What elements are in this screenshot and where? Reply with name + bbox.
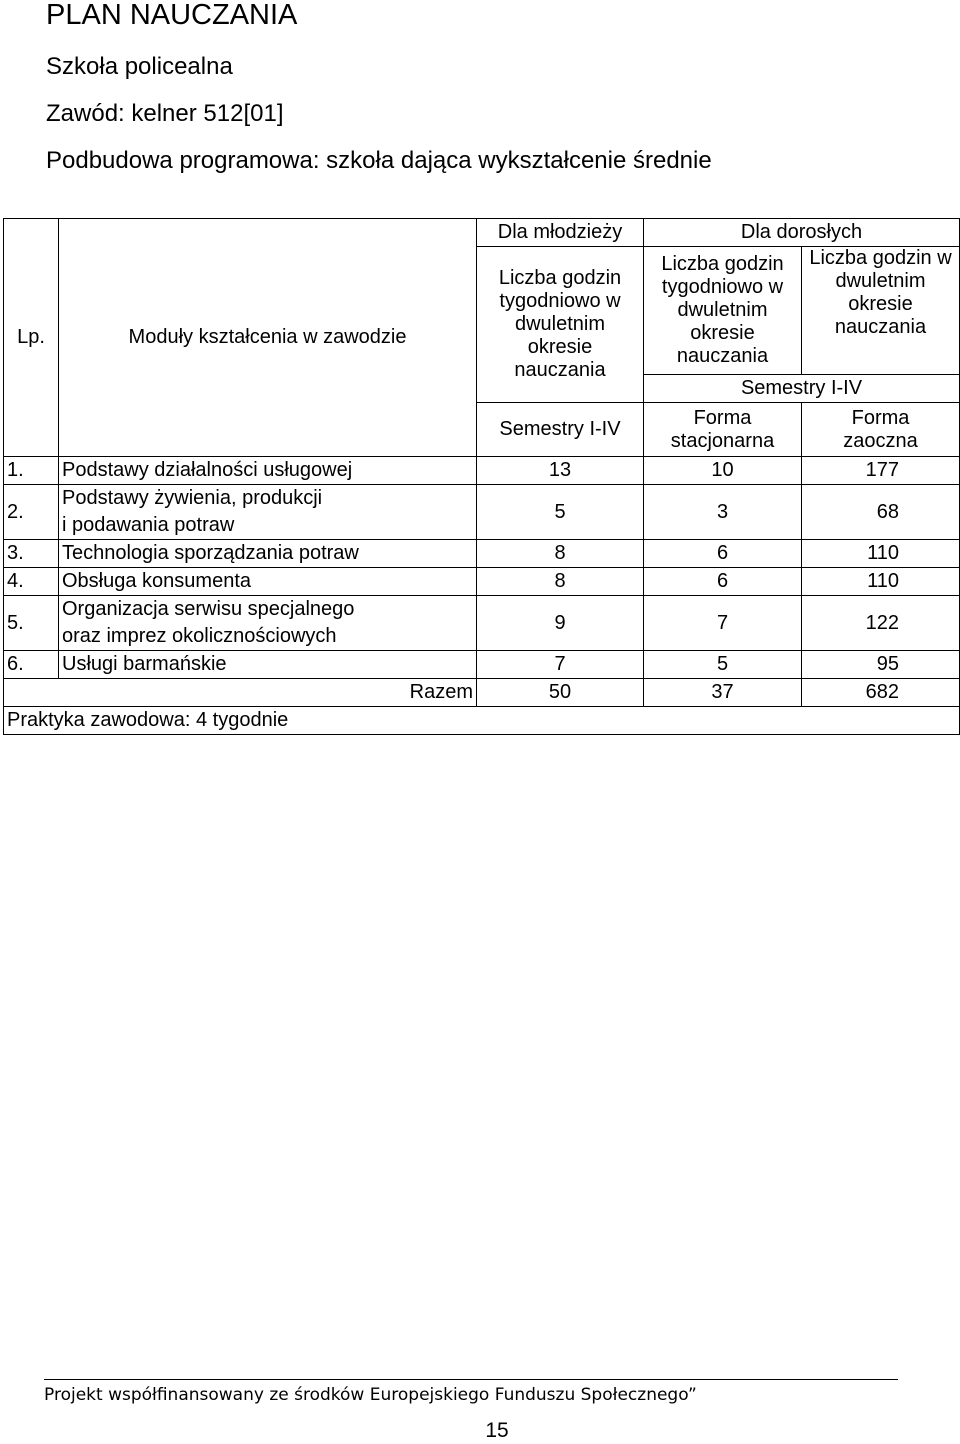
header-modules: Moduły kształcenia w zawodzie [59,219,477,457]
header-adults-semesters: Semestry I-IV [644,375,960,403]
row-stationary-hours: 6 [644,568,802,596]
header-form-stationary: Forma stacjonarna [644,403,802,457]
row-extramural-hours: 177 [802,457,960,485]
program-basis: Podbudowa programowa: szkoła dająca wykształcenie średnie [46,147,712,174]
table-row [4,568,960,596]
curriculum-table [3,218,960,735]
row-youth-hours: 13 [477,457,644,485]
row-stationary-hours: 7 [644,596,802,651]
row-extramural-hours: 95 [802,651,960,679]
header-form-extramural: Forma zaoczna [802,403,960,457]
row-lp: 6. [4,651,59,679]
total-extramural-hours: 682 [802,679,960,707]
row-stationary-hours: 5 [644,651,802,679]
row-lp: 2. [4,485,59,540]
table-row [4,651,960,679]
row-stationary-hours: 10 [644,457,802,485]
row-extramural-hours: 122 [802,596,960,651]
row-youth-hours: 8 [477,540,644,568]
footer-funding-note: Projekt współfinansowany ze środków Europejskiego Funduszu Społecznego” [44,1385,697,1405]
row-stationary-hours: 3 [644,485,802,540]
row-extramural-hours: 68 [802,485,960,540]
row-youth-hours: 5 [477,485,644,540]
row-module-name: Usługi barmańskie [59,651,477,679]
header-youth-group: Dla młodzieży [477,219,644,247]
table-row [4,485,960,540]
row-module-name: Podstawy działalności usługowej [59,457,477,485]
total-stationary-hours: 37 [644,679,802,707]
row-lp: 5. [4,596,59,651]
row-lp: 4. [4,568,59,596]
practice-note: Praktyka zawodowa: 4 tygodnie [4,707,960,735]
row-module-name: Technologia sporządzania potraw [59,540,477,568]
school-type: Szkoła policealna [46,53,233,80]
header-lp: Lp. [4,219,59,457]
row-module-name: Podstawy żywienia, produkcji i podawania potraw [59,485,477,540]
header-adults-group: Dla dorosłych [644,219,960,247]
footer-divider [44,1379,898,1380]
table-row [4,596,960,651]
profession: Zawód: kelner 512[01] [46,100,284,127]
page-title: PLAN NAUCZANIA [46,0,298,31]
page-number: 15 [485,1419,509,1442]
total-row [4,679,960,707]
header-youth-semesters: Semestry I-IV [477,403,644,457]
header-youth-hours: Liczba godzin tygodniowo w dwuletnim okresie nauczania [477,247,644,403]
row-stationary-hours: 6 [644,540,802,568]
row-extramural-hours: 110 [802,540,960,568]
row-module-name: Organizacja serwisu specjalnego oraz imprez okolicznościowych [59,596,477,651]
row-lp: 3. [4,540,59,568]
total-youth-hours: 50 [477,679,644,707]
practice-row [4,707,960,735]
row-youth-hours: 8 [477,568,644,596]
table-row [4,540,960,568]
row-extramural-hours: 110 [802,568,960,596]
row-youth-hours: 9 [477,596,644,651]
row-module-name: Obsługa konsumenta [59,568,477,596]
header-adults-weekly: Liczba godzin tygodniowo w dwuletnim okresie nauczania [644,247,802,375]
row-lp: 1. [4,457,59,485]
row-youth-hours: 7 [477,651,644,679]
header-adults-total: Liczba godzin w dwuletnim okresie nauczania [802,247,960,375]
total-label: Razem [4,679,477,707]
table-row [4,457,960,485]
